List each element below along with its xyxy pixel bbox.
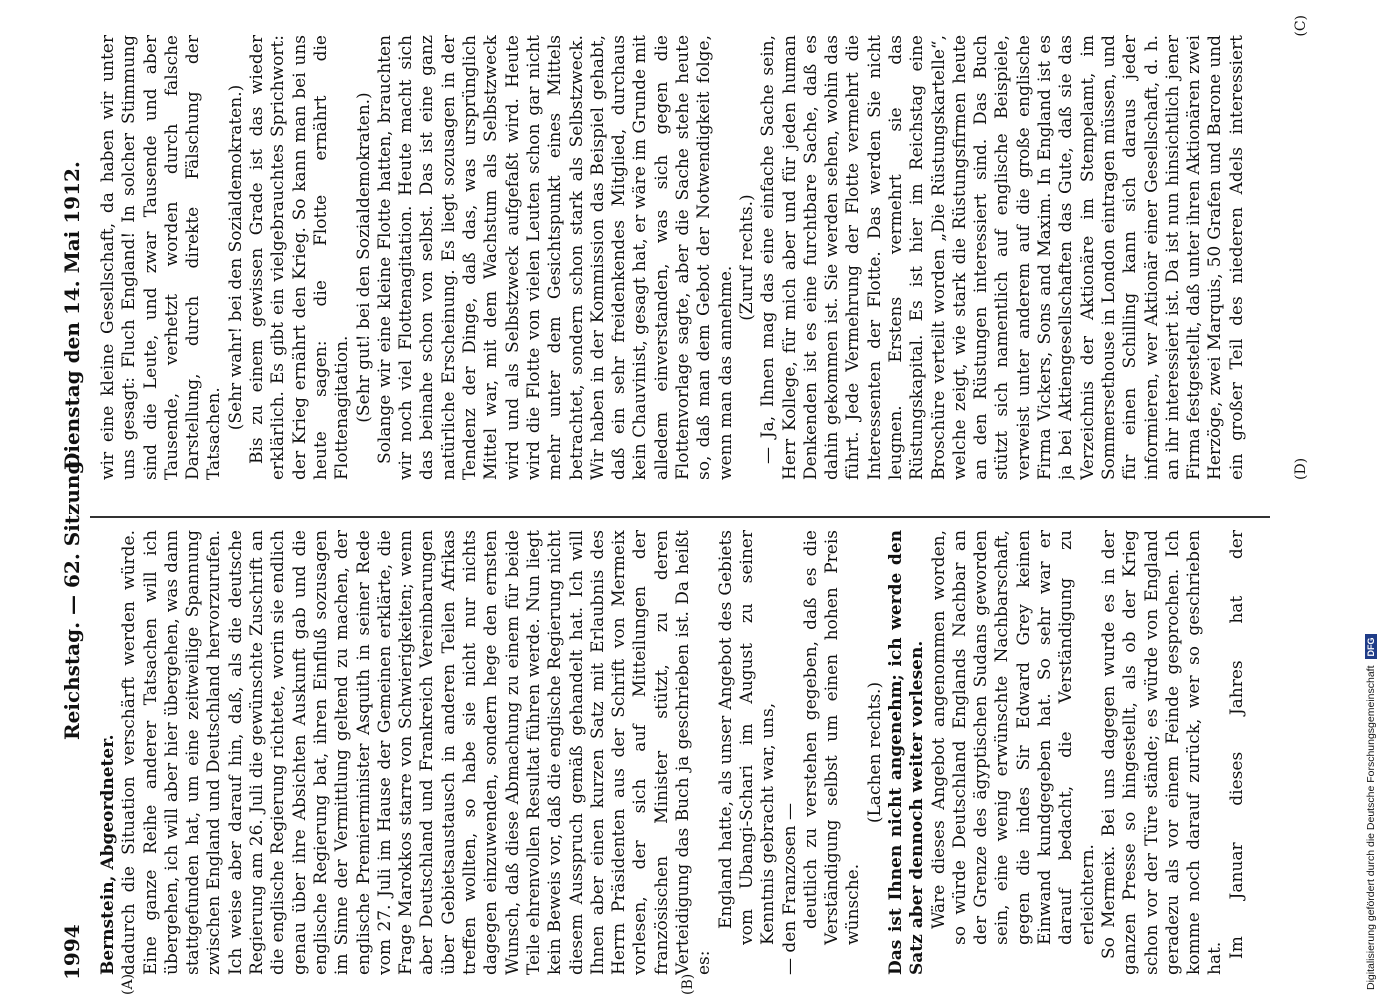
credit-text: Digitalisierung gefördert durch die Deutsche Forschungsgemeinschaft xyxy=(1365,665,1377,990)
interjection: — den Franzosen — xyxy=(779,802,800,975)
paragraph: — Ja, Ihnen mag das eine einfache Sache sein, Herr Kollege, für mich aber und für jeden human Denkenden ist es eine furchtbare Sache, daß es dahin gekommen ist. Sie werden sehen, wohin das führt. Jede Vermehrung der Flotte vermehrt die Interessenten der Flotte. Das werden Sie nicht leugnen. Erstens vermehrt sie das Rüstungskapital. Es ist hier im Reichstag eine Broschüre verteilt worden „Die Rüstungskartelle“, welche zeigt, wie stark die Rüstungsfirmen heute an den Rüstungen interessiert sind. Das Buch stützt sich namentlich auf englische Beispiele, verweist unter anderem auf die große englische Firma Vickers, Sons and Maxim. In England ist es ja bei Aktiengesellschaften das Gute, daß sie das Verzeichnis der Aktionäre im Stempelamt, im Sommersethouse in London eintragen müssen, und für einen Schilling kann sich daraus jeder informieren, wer Aktionär einer Gesellschaft, d. h. an ihr interessiert ist. Da ist nun hinsichtlich jener Firma festgestellt, daß unter ihren Aktionären zwei Herzöge, zwei Marquis, 50 Grafen und Barone und ein großer Teil des niederen Adels interessiert xyxy=(758,35,1247,480)
dfg-logo: DFG xyxy=(1365,634,1377,659)
rotated-page xyxy=(10,10,1310,995)
quote: England hatte, als unser Angebot des Gebiets vom Ubangi-Schari im August zu seiner Kenntnis gebracht war, uns, xyxy=(715,530,779,945)
margin-mark-b: (B) xyxy=(680,973,696,995)
paragraph: So Mermeix. Bei uns dagegen wurde es in der ganzen Presse so hingestellt, als ob der Krieg schon vor der Türe stände; es würde von England geradezu als vor einem Feinde gesprochen. Ich komme noch darauf zurück, wer so geschrieben hat. xyxy=(1098,530,1226,975)
stage-direction: (Zuruf rechts.) xyxy=(736,194,757,321)
date-heading: Dienstag den 14. Mai 1912. xyxy=(60,161,84,470)
digitization-credit xyxy=(1363,10,1379,990)
speaker-name: Bernstein, Abgeordneter. xyxy=(98,734,118,975)
paragraph: Das ist Ihnen nicht angenehm; ich werde den Satz aber dennoch weiter vorlesen. xyxy=(885,530,928,975)
margin-mark-d: (D) xyxy=(1293,457,1309,480)
page-number: 1994 xyxy=(60,924,84,980)
quote: Wäre dieses Angebot angenommen worden, so würde Deutschland Englands Nachbar an der Grenze des ägyptischen Sudans geworden sein, eine wenig erwünschte Nachbarschaft, gegen die indes Sir Edward Grey keinen Einwand kundgegeben hat. So sehr war er darauf bedacht, die Verständigung zu erleichtern. xyxy=(928,530,1098,945)
quote: deutlich zu verstehen gegeben, daß es die Verständigung selbst um einen hohen Preis wünsche. xyxy=(800,530,864,945)
stage-direction: (Sehr wahr! bei den Sozialdemokraten.) xyxy=(225,84,246,431)
paragraph: Solange wir eine kleine Flotte hatten, brauchten wir noch viel Flottenagitation. Heute macht sich das beinahe schon von selbst. Das ist eine ganz natürliche Erscheinung. Es liegt sozusagen in der Tendenz der Dinge, daß das, was ursprünglich Mittel war, mit dem Wachstum als Selbstzweck wird und als Selbstzweck aufgefaßt wird. Heute wird die Flotte von vielen Leuten schon gar nicht mehr unter dem Gesichtspunkt eines Mittels betrachtet, sondern schon stark als Selbstzweck. Wir haben in der Kommission das Beispiel gehabt, daß ein sehr freidenkendes Mitglied, durchaus kein Chauvinist, gesagt hat, er wäre im Grunde mit alledem einverstanden, was sich gegen die Flottenvorlage sagte, aber die Sache stehe heute so, daß man dem Gebot der Notwendigkeit folge, wenn man das annehme. xyxy=(374,35,736,480)
left-column xyxy=(98,530,1248,975)
column-divider xyxy=(90,516,1270,518)
left-running-title: Reichstag. — 62. Sitzung. xyxy=(60,453,84,740)
margin-mark-a: (A) xyxy=(120,973,136,995)
stage-direction: (Lachen rechts.) xyxy=(864,681,885,824)
paragraph: wir eine kleine Gesellschaft, da haben wir unter uns gesagt: Fluch England! In solcher Stimmung sind die Leute, und zwar Tausende und aber Tausende, verhetzt worden durch falsche Darstellung, durch direkte Fälschung der Tatsachen. xyxy=(98,35,225,480)
paragraph: dadurch die Situation verschärft werden würde. Eine ganze Reihe anderer Tatsachen will ich übergehen, ich will aber hier übergehen, was dann stattgefunden hat, um eine zeitweilige Spannung zwischen England und Deutschland hervorzurufen. Ich weise aber darauf hin, daß, als die deutsche Regierung am 26. Juli die gewünschte Zuschrift an die englische Regierung richtete, worin sie endlich genau über ihre Absichten Auskunft gab und die englische Regierung bat, ihren Einfluß sozusagen im Sinne der Vermittlung geltend zu machen, der englische Premierminister Asquith in seiner Rede vom 27. Juli im Hause der Gemeinen erklärte, die Frage Marokkos starre von Schwierigkeiten; wenn aber Deutschland und Frankreich Vereinbarungen über Gebietsaustausch in anderen Teilen Afrikas treffen wollten, so habe sie nicht nur nichts dagegen einzuwenden, sondern hege den ernsten Wunsch, daß diese Abmachung zu einem für beide Teile ehrenvollen Resultat führen werde. Nun liegt kein Beweis vor, daß die englische Regierung nicht diesem Ausspruch gemäß gehandelt hat. Ich will Ihnen aber einen kurzen Satz mit Erlaubnis des Herrn Präsidenten aus der Schrift von Mermeix vorlesen, der sich auf Mitteilungen der französischen Minister stützt, zu deren Verteidigung das Buch ja geschrieben ist. Da heißt es: xyxy=(119,530,715,975)
stage-direction: (Sehr gut! bei den Sozialdemokraten.) xyxy=(353,92,374,423)
right-column xyxy=(98,35,1248,480)
paragraph: Bis zu einem gewissen Grade ist das wieder erklärlich. Es gibt ein vielgebrauchtes Sprichwort: der Krieg ernährt den Krieg. So kann man bei uns heute sagen: die Flotte ernährt die Flottenagitation. xyxy=(247,35,353,480)
margin-mark-c: (C) xyxy=(1293,15,1309,37)
paragraph: Im Januar dieses Jahres hat der xyxy=(1226,530,1247,959)
